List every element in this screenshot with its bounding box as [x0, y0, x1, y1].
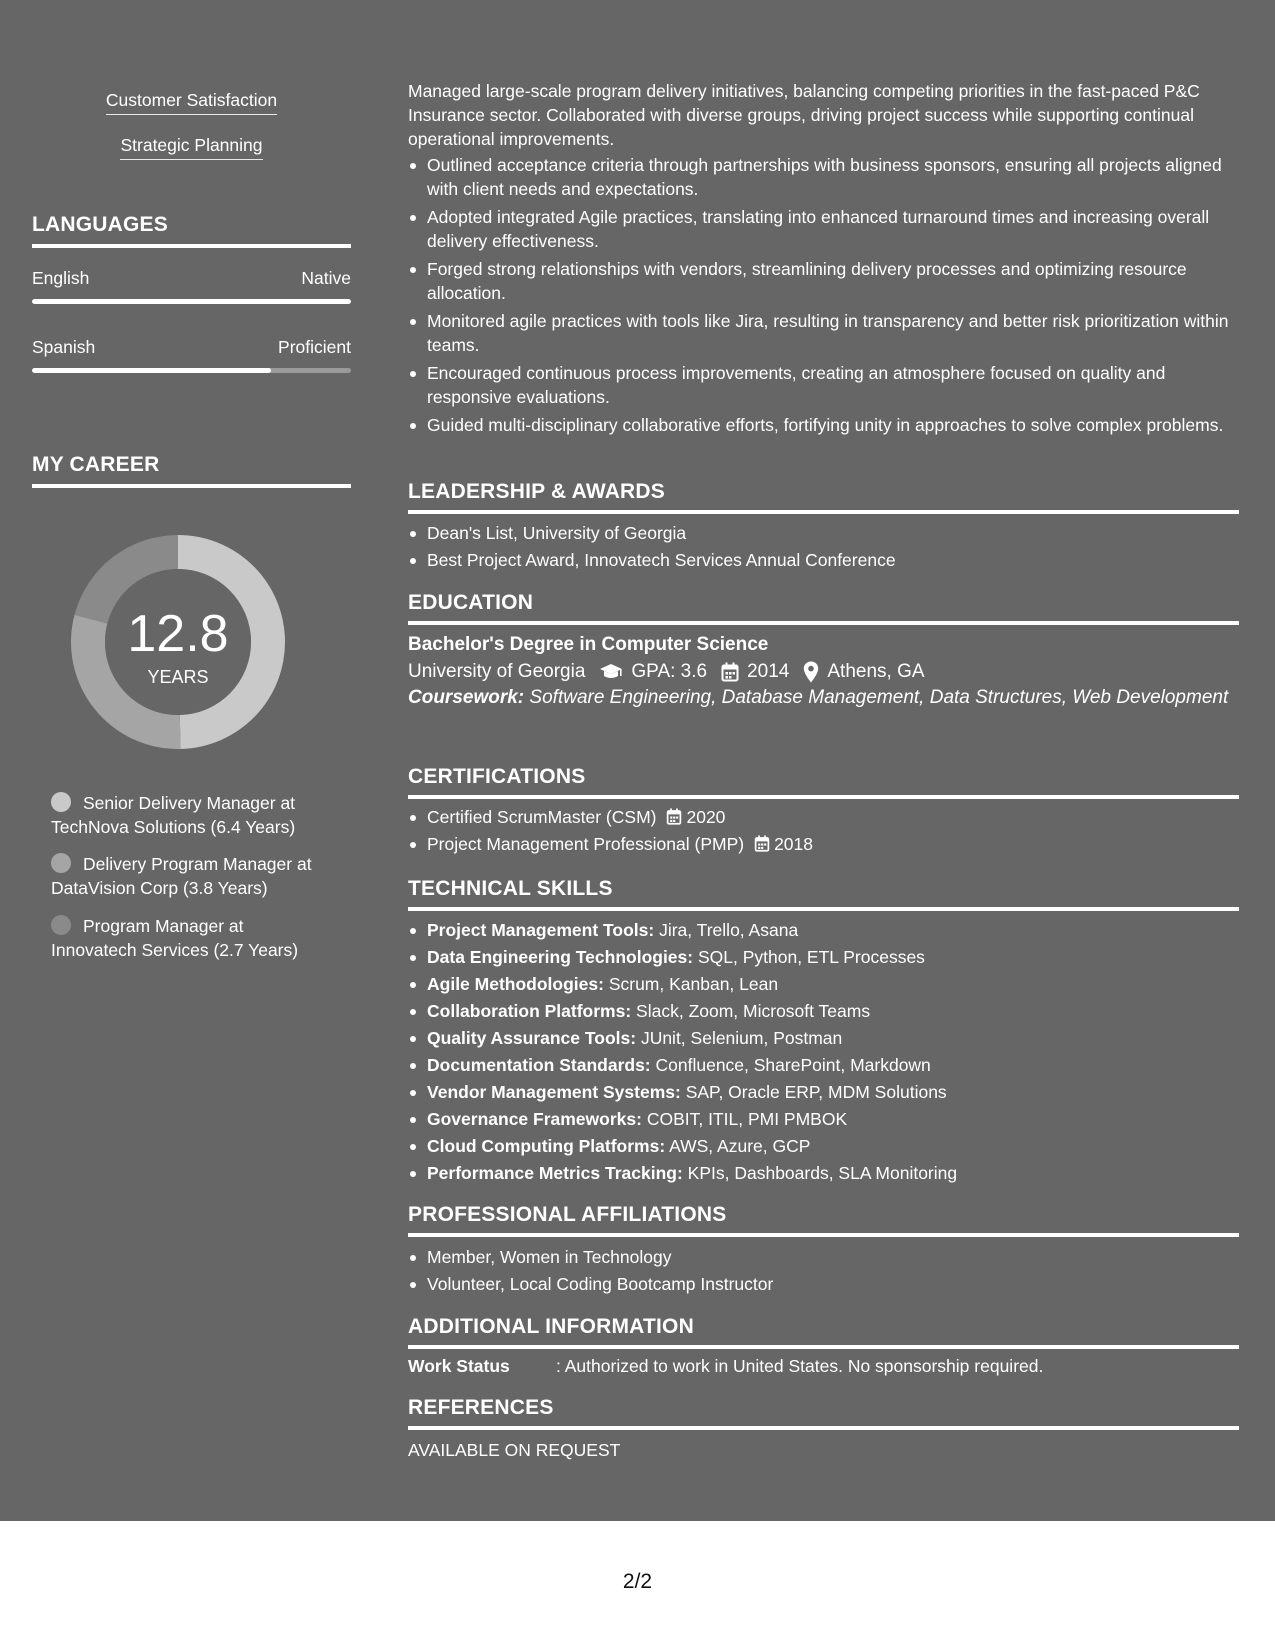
- list-item: Forged strong relationships with vendors, streamlining delivery processes and optimizing resource allocation.: [408, 257, 1239, 305]
- calendar-icon: [666, 808, 682, 825]
- education-location: Athens, GA: [827, 661, 925, 682]
- career-item: [51, 791, 331, 839]
- work-status-label: Work Status: [408, 1356, 510, 1376]
- skill-label: Performance Metrics Tracking:: [427, 1163, 683, 1183]
- certification-year: 2018: [774, 834, 814, 854]
- career-item-text: Program Manager at Innovatech Services (2.7 Years): [51, 916, 299, 960]
- education-entry: [408, 632, 1239, 710]
- list-item: [408, 999, 1239, 1023]
- list-item: [408, 1161, 1239, 1185]
- coursework-label: Coursework:: [408, 687, 525, 708]
- certification-date: [656, 807, 725, 827]
- experience-summary: Managed large-scale program delivery initiatives, balancing competing priorities in the fast-paced P&C Insurance sector. Collaborated with diverse groups, driving project success while supporting continual operational improvements.: [408, 81, 1200, 149]
- education-heading: EDUCATION: [408, 590, 1239, 625]
- skill-value: COBIT, ITIL, PMI PMBOK: [641, 1109, 848, 1129]
- skill-value: Scrum, Kanban, Lean: [603, 974, 779, 994]
- language-row-spanish: [32, 336, 351, 358]
- language-name: Spanish: [32, 337, 96, 357]
- career-dot-icon: [51, 853, 71, 873]
- graduation-year: 2014: [747, 661, 790, 682]
- certifications-heading: CERTIFICATIONS: [408, 764, 1239, 799]
- language-level: Native: [301, 268, 351, 288]
- language-bar-fill: [32, 299, 351, 304]
- skill-link-customer-satisfaction[interactable]: Customer Satisfaction: [106, 89, 277, 115]
- skill-value: SQL, Python, ETL Processes: [693, 947, 925, 967]
- list-item: [408, 832, 1239, 856]
- certifications-list: [408, 805, 1239, 859]
- skill-value: Slack, Zoom, Microsoft Teams: [631, 1001, 871, 1021]
- career-item: [51, 914, 331, 962]
- gpa: GPA: 3.6: [631, 661, 708, 682]
- work-status-row: [408, 1354, 1239, 1378]
- skill-label: Vendor Management Systems:: [427, 1082, 681, 1102]
- list-item: [408, 1080, 1239, 1104]
- references-text: AVAILABLE ON REQUEST: [408, 1440, 621, 1460]
- list-item: Monitored agile practices with tools like Jira, resulting in transparency and better risk prioritization within teams.: [408, 309, 1239, 357]
- skill-label: Agile Methodologies:: [427, 974, 604, 994]
- list-item: Adopted integrated Agile practices, translating into enhanced turnaround times and increasing overall delivery effectiveness.: [408, 205, 1239, 253]
- career-donut: [66, 530, 290, 754]
- list-item: Member, Women in Technology: [408, 1245, 1239, 1269]
- certification-name: Project Management Professional (PMP): [427, 834, 745, 854]
- calendar-icon: [754, 835, 770, 852]
- list-item: [408, 805, 1239, 829]
- list-item: [408, 918, 1239, 942]
- certification-date: [744, 834, 813, 854]
- experience-bullets: [408, 153, 1239, 441]
- career-item-text: Delivery Program Manager at DataVision Corp (3.8 Years): [51, 854, 312, 898]
- coursework: [408, 686, 1239, 710]
- leadership-heading: LEADERSHIP & AWARDS: [408, 479, 1239, 514]
- career-item-text: Senior Delivery Manager at TechNova Solutions (6.4 Years): [51, 793, 296, 837]
- coursework-value: Software Engineering, Database Management, Data Structures, Web Development: [524, 687, 1229, 708]
- skill-label: Project Management Tools:: [427, 920, 655, 940]
- list-item: [408, 972, 1239, 996]
- language-bar-spanish: [32, 368, 351, 373]
- skill-link-strategic-planning[interactable]: Strategic Planning: [120, 134, 262, 160]
- list-item: [408, 1026, 1239, 1050]
- languages-heading: LANGUAGES: [32, 212, 351, 248]
- skill-label: Data Engineering Technologies:: [427, 947, 694, 967]
- list-item: Best Project Award, Innovatech Services Annual Conference: [408, 548, 1239, 572]
- skill-value: Jira, Trello, Asana: [654, 920, 799, 940]
- language-bar-english: [32, 299, 351, 304]
- certification-name: Certified ScrumMaster (CSM): [427, 807, 657, 827]
- list-item: Outlined acceptance criteria through partnerships with business sponsors, ensuring all projects aligned with client needs and expectations.: [408, 153, 1239, 201]
- list-item: [408, 1053, 1239, 1077]
- skill-value: SAP, Oracle ERP, MDM Solutions: [680, 1082, 947, 1102]
- career-years-label: YEARS: [147, 667, 209, 687]
- calendar-icon: [721, 662, 739, 682]
- career-heading: MY CAREER: [32, 452, 351, 488]
- language-row-english: [32, 267, 351, 289]
- location-pin-icon: [803, 661, 819, 683]
- additional-info-heading: ADDITIONAL INFORMATION: [408, 1314, 1239, 1349]
- list-item: [408, 945, 1239, 969]
- affiliations-heading: PROFESSIONAL AFFILIATIONS: [408, 1202, 1239, 1237]
- references-heading: REFERENCES: [408, 1395, 1239, 1430]
- skill-label: Quality Assurance Tools:: [427, 1028, 637, 1048]
- degree-title: Bachelor's Degree in Computer Science: [408, 634, 769, 655]
- skill-value: AWS, Azure, GCP: [665, 1136, 811, 1156]
- list-item: [408, 1107, 1239, 1131]
- graduation-cap-icon: [599, 663, 623, 681]
- list-item: Guided multi-disciplinary collaborative efforts, fortifying unity in approaches to solve complex problems.: [408, 413, 1239, 437]
- career-dot-icon: [51, 792, 71, 812]
- language-bar-fill: [32, 368, 271, 373]
- page-number: 2/2: [622, 1570, 653, 1593]
- list-item: Encouraged continuous process improvements, creating an atmosphere focused on quality and responsive evaluations.: [408, 361, 1239, 409]
- affiliations-list: [408, 1245, 1239, 1299]
- skill-value: JUnit, Selenium, Postman: [636, 1028, 843, 1048]
- certification-year: 2020: [686, 807, 726, 827]
- skill-label: Governance Frameworks:: [427, 1109, 642, 1129]
- language-level: Proficient: [278, 337, 351, 357]
- skill-value: KPIs, Dashboards, SLA Monitoring: [682, 1163, 958, 1183]
- work-status-value: : Authorized to work in United States. No sponsorship required.: [556, 1356, 1044, 1376]
- leadership-list: [408, 521, 1239, 575]
- skill-label: Documentation Standards:: [427, 1055, 651, 1075]
- education-meta: [408, 658, 1239, 686]
- language-name: English: [32, 268, 90, 288]
- list-item: Dean's List, University of Georgia: [408, 521, 1239, 545]
- career-dot-icon: [51, 915, 71, 935]
- technical-skills-heading: TECHNICAL SKILLS: [408, 876, 1239, 911]
- list-item: [408, 1134, 1239, 1158]
- list-item: Volunteer, Local Coding Bootcamp Instructor: [408, 1272, 1239, 1296]
- career-total-years: 12.8: [127, 605, 229, 663]
- career-item: [51, 852, 331, 900]
- skill-label: Collaboration Platforms:: [427, 1001, 632, 1021]
- technical-skills-list: [408, 918, 1239, 1188]
- skill-value: Confluence, SharePoint, Markdown: [650, 1055, 931, 1075]
- skill-label: Cloud Computing Platforms:: [427, 1136, 666, 1156]
- school-name: University of Georgia: [408, 661, 586, 682]
